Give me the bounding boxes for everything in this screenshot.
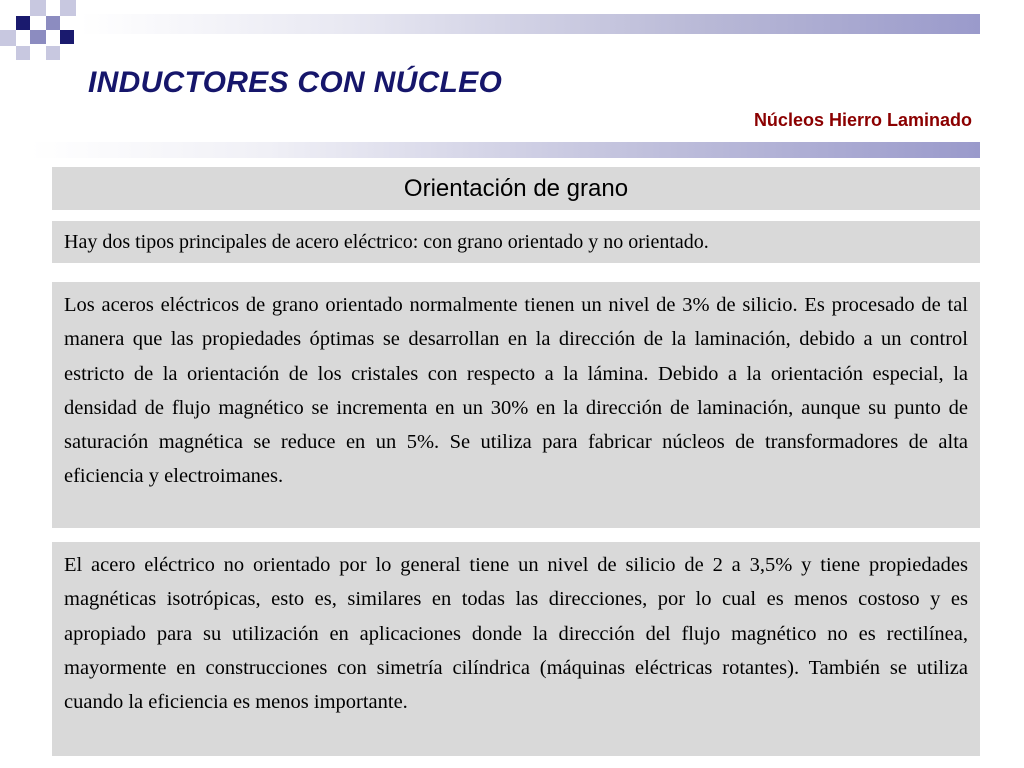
decor-square	[46, 46, 60, 60]
decor-square	[60, 0, 76, 16]
intro-text: Hay dos tipos principales de acero eléctrico: con grano orientado y no orientado.	[52, 221, 980, 263]
decor-square	[16, 46, 30, 60]
decor-square	[46, 16, 60, 30]
paragraph-non-oriented: El acero eléctrico no orientado por lo general tiene un nivel de silicio de 2 a 3,5% y tiene propiedades magnéticas isotrópicas, esto es, similares en todas las direcciones, por lo cual es menos costoso y es apropiado para su utilización en aplicaciones donde la dirección del flujo magnético no es rectilínea, mayormente en construcciones con simetría cilíndrica (máquinas eléctricas rotantes). También se utiliza cuando la eficiencia es menos importante.	[52, 542, 980, 756]
header-top-bar	[80, 14, 980, 34]
section-heading: Orientación de grano	[52, 167, 980, 210]
decor-square	[0, 30, 16, 46]
decor-square	[30, 0, 46, 16]
decor-square	[30, 30, 46, 44]
slide-title: INDUCTORES CON NÚCLEO	[88, 66, 503, 99]
decor-square	[16, 16, 30, 30]
slide-subtitle: Núcleos Hierro Laminado	[753, 110, 972, 130]
decor-square	[60, 30, 74, 44]
header-bottom-bar	[30, 142, 980, 158]
paragraph-grain-oriented: Los aceros eléctricos de grano orientado normalmente tienen un nivel de 3% de silicio. Es procesado de tal manera que las propiedades óptimas se desarrollan en la dirección de la laminación, debido a un control estricto de la orientación de los cristales con respecto a la lámina. Debido a la orientación especial, la densidad de flujo magnético se incrementa en un 30% en la dirección de laminación, aunque su punto de saturación magnética se reduce en un 5%. Se utiliza para fabricar núcleos de transformadores de alta eficiencia y electroimanes.	[52, 282, 980, 528]
